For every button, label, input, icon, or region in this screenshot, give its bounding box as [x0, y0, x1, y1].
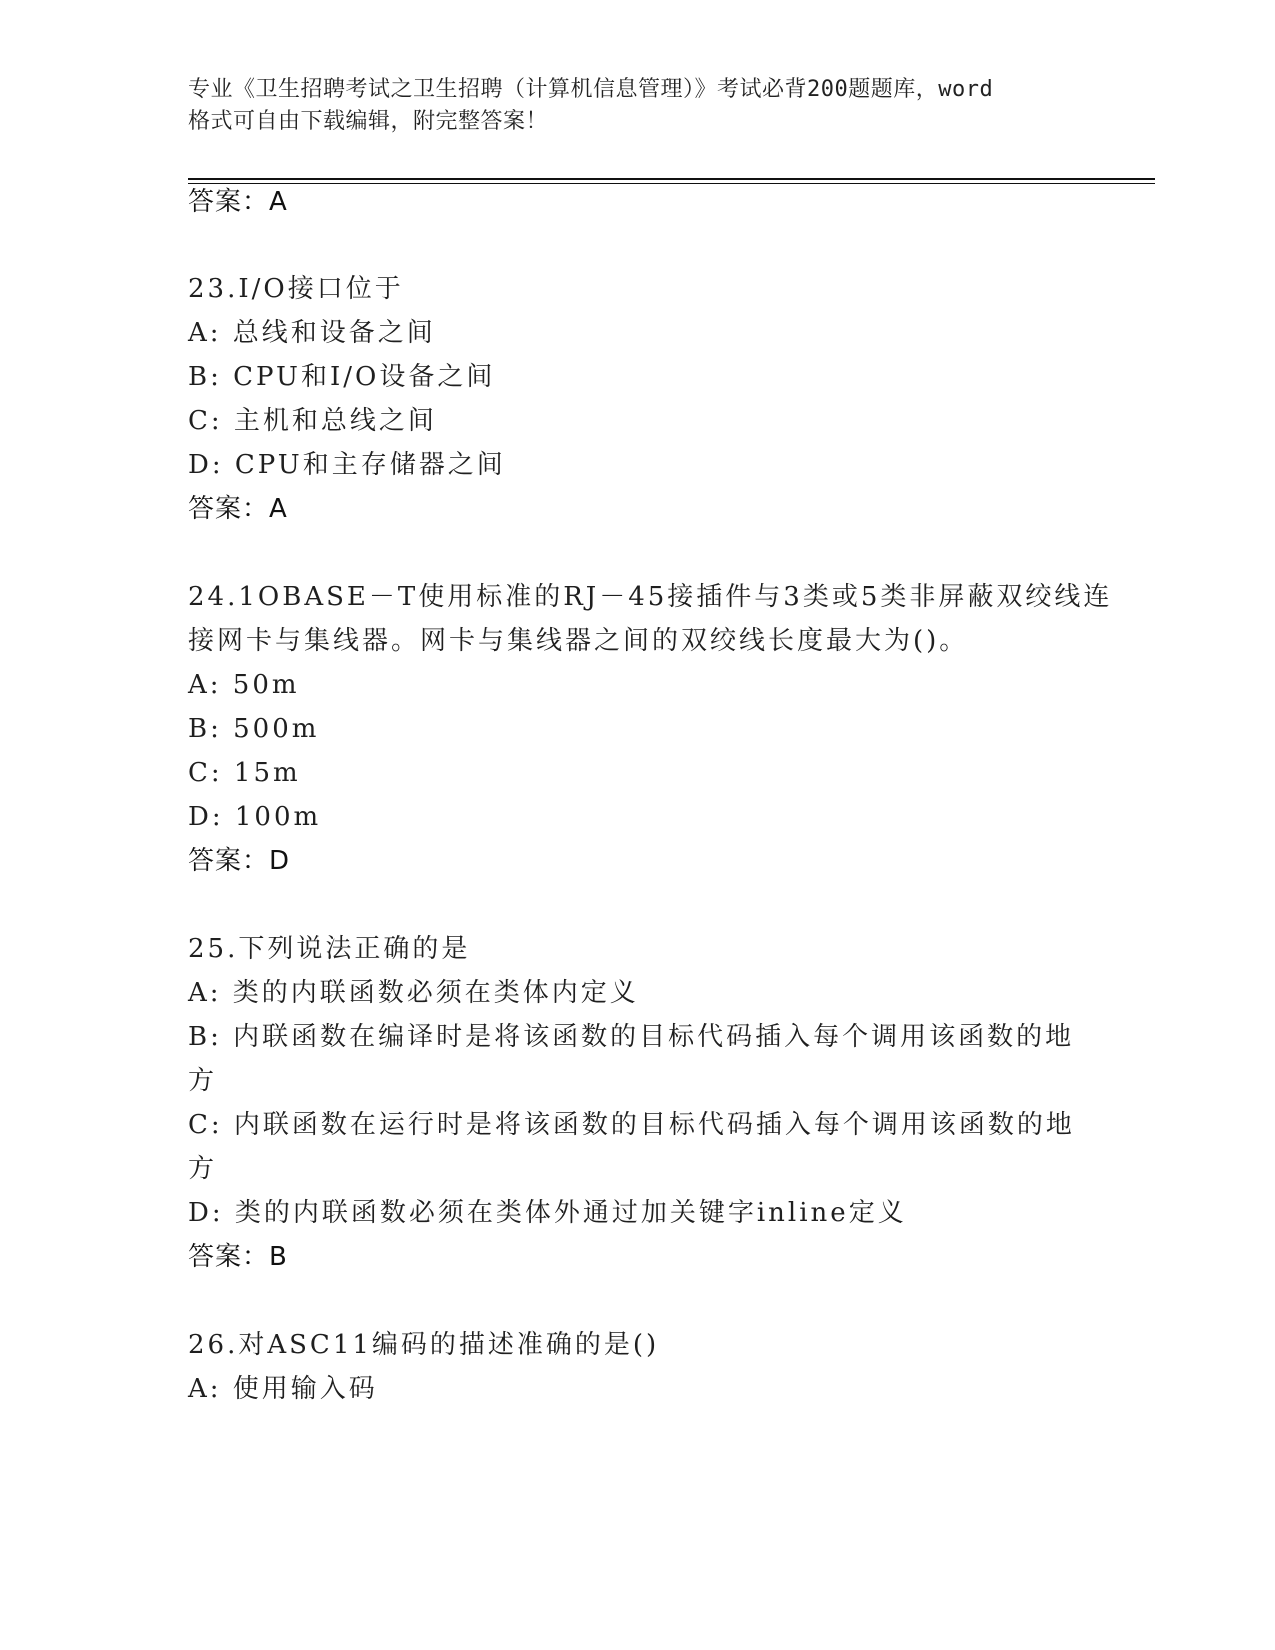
question-24-stem-line-1: 24.1OBASE－T使用标准的RJ－45接插件与3类或5类非屏蔽双绞线连 [188, 582, 1113, 612]
question-24-stem-line-2: 接网卡与集线器。网卡与集线器之间的双绞线长度最大为()。 [188, 626, 969, 656]
question-25-stem: 25.下列说法正确的是 [188, 934, 471, 964]
document-header [188, 74, 1088, 138]
header-rule [188, 178, 1155, 180]
question-23-option-d: D: CPU和主存储器之间 [188, 450, 506, 480]
question-24-option-a: A: 50m [188, 670, 300, 700]
header-line-1: 专业《卫生招聘考试之卫生招聘（计算机信息管理）》考试必背200题题库，word [188, 77, 994, 102]
question-23-option-a: A: 总线和设备之间 [188, 318, 436, 348]
answer-q24: 答案：D [188, 846, 291, 876]
question-25-option-c-line-2: 方 [188, 1154, 218, 1184]
answer-q23: 答案：A [188, 494, 288, 524]
answer-q22: 答案：A [188, 187, 288, 217]
question-25-option-b-line-2: 方 [188, 1066, 218, 1096]
header-line-2: 格式可自由下载编辑，附完整答案！ [188, 109, 549, 134]
question-25-option-b-line-1: B: 内联函数在编译时是将该函数的目标代码插入每个调用该函数的地 [188, 1022, 1075, 1052]
question-24-option-b: B: 500m [188, 714, 320, 744]
question-25-option-c-line-1: C: 内联函数在运行时是将该函数的目标代码插入每个调用该函数的地 [188, 1110, 1075, 1140]
answer-q25: 答案：B [188, 1242, 288, 1272]
question-26-option-a: A: 使用输入码 [188, 1374, 378, 1404]
question-24-option-d: D: 100m [188, 802, 322, 832]
question-25-option-d: D: 类的内联函数必须在类体外通过加关键字inline定义 [188, 1198, 907, 1228]
question-25-option-a: A: 类的内联函数必须在类体内定义 [188, 978, 639, 1008]
question-26-stem: 26.对ASC11编码的描述准确的是() [188, 1330, 660, 1360]
question-23-stem: 23.I/O接口位于 [188, 274, 404, 304]
header-rule-thin [188, 183, 1155, 184]
question-23-option-b: B: CPU和I/O设备之间 [188, 362, 496, 392]
question-24-option-c: C: 15m [188, 758, 301, 788]
question-23-option-c: C: 主机和总线之间 [188, 406, 437, 436]
